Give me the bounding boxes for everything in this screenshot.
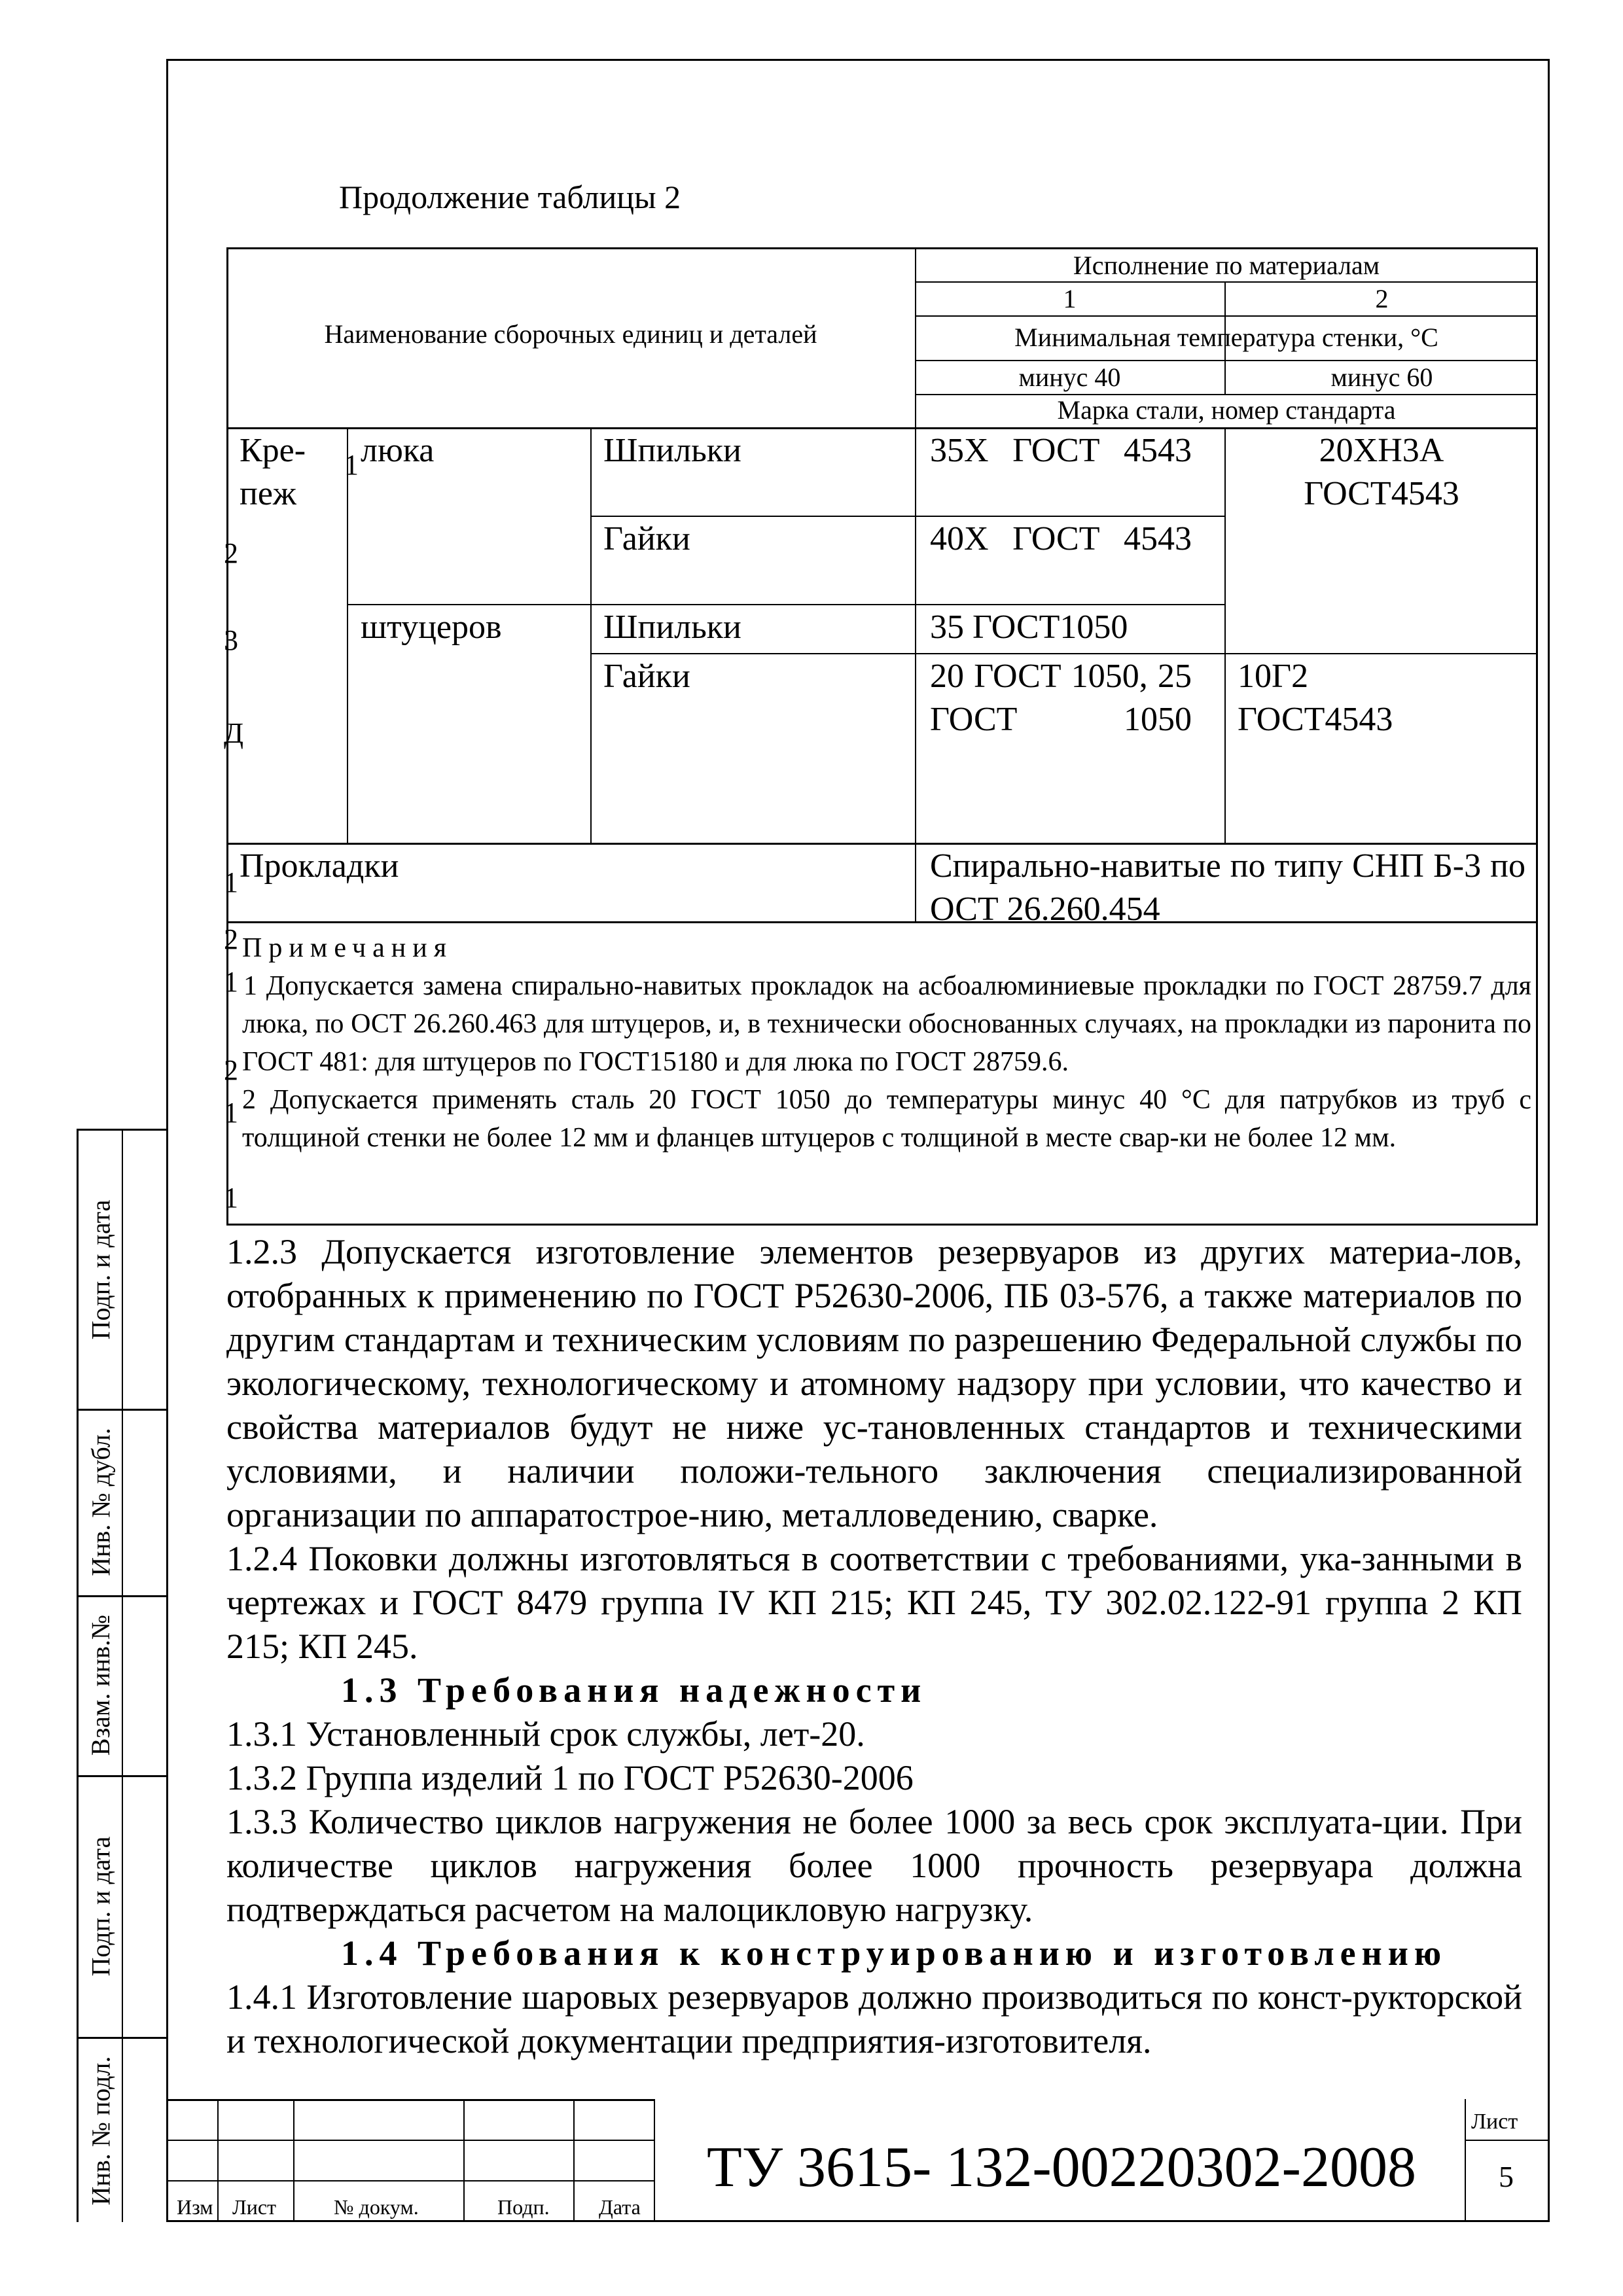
gaskets-value: Спирально-навитые по типу СНП Б-3 по ОСТ 26.260.454 [930, 847, 1525, 928]
fitting-label: штуцеров [361, 609, 502, 646]
stray-mark: 2 [224, 537, 238, 569]
fitting-nuts-col2-value: 10Г2 ГОСТ4543 [1238, 658, 1393, 738]
nuts-label: Гайки [603, 520, 690, 557]
note-2: 2 Допускается применять сталь 20 ГОСТ 1050 до температуры минус 40 °С для патрубков из труб с толщиной стенки не более 12 мм и фланцев штуцеров с толщиной в месте свар-ки не более 12 мм. [242, 1085, 1531, 1153]
para-1-2-3: 1.2.3 Допускается изготовление элементов резервуаров из других материа-лов, отобранных к применению по ГОСТ Р52630-2006, ПБ 03-576, а также материалов по другим стандартам и техническим условиям по разрешению Федеральной службы по экологическому, технологическому и атомному надзору при условии, что качество и свойства материалов будут не ниже ус-тановленных стандартов и техническими условиями, и наличии положи-тельного заключения специализированной организации по аппаратострое-нию, металловедению, сварке. [226, 1232, 1522, 1534]
note-1: 1 Допускается замена спирально-навитых прокладок на асбоалюминиевые прокладки по ГОСТ 28759.7 для люка, по ОСТ 26.260.463 для штуцеров, и, в технически обоснованных случаях, на прокладки из паронита по ГОСТ 481: для штуцеров по ГОСТ15180 и для люка по ГОСТ 28759.6. [242, 971, 1531, 1077]
notes-title: Примечания [242, 933, 454, 963]
sign-date-label-2: Подп. и дата [86, 1836, 116, 1976]
fitting-studs-value: 35 ГОСТ1050 [930, 609, 1128, 646]
para-1-3-3: 1.3.3 Количество циклов нагружения не более 1000 за весь срок эксплуата-ции. При количестве циклов нагружения более 1000 прочность резервуара должна подтверждаться расчетом на малоцикловую нагрузку. [226, 1802, 1522, 1929]
col-date-label: Дата [599, 2195, 641, 2219]
header-name: Наименование сборочных единиц и деталей [324, 319, 817, 349]
para-1-2-4: 1.2.4 Поковки должны изготовляться в соответствии с требованиями, ука-занными в чертежах и ГОСТ 8479 группа IV КП 215; КП 245, ТУ 302.02.122-91 группа 2 КП 215; КП 245. [226, 1539, 1522, 1666]
col-sheet-label: Лист [232, 2195, 277, 2219]
table-notes [242, 929, 1531, 1157]
stray-mark: Д [224, 717, 244, 749]
sign-date-label: Подп. и дата [86, 1199, 116, 1340]
hatch-col2-value: 20ХН3А ГОСТ4543 [1304, 432, 1459, 512]
stray-mark: 2 [224, 1054, 238, 1086]
body-text [226, 1230, 1522, 2063]
table-caption: Продолжение таблицы 2 [339, 179, 681, 215]
hatch-nuts-value: 40Х ГОСТ 4543 [930, 520, 1192, 557]
inv-replace-label: Взам. инв.№ [86, 1614, 116, 1756]
stray-mark: 1 [344, 449, 359, 481]
col-sign-label: Подп. [497, 2195, 550, 2219]
nuts-label: Гайки [603, 658, 690, 695]
minus60: минус 60 [1330, 362, 1433, 392]
sheet-label: Лист [1471, 2110, 1518, 2134]
stray-mark: 1 [224, 866, 238, 898]
col2-number: 2 [1375, 284, 1389, 313]
section-1-3-heading: 1.3 Требования надежности [341, 1670, 927, 1710]
section-1-4-heading: 1.4 Требования к конструированию и изготовлению [341, 1934, 1448, 1973]
inv-dup-label: Инв. № дубл. [86, 1428, 116, 1576]
inv-orig-label: Инв. № подл. [86, 2056, 116, 2205]
stray-mark: 2 [224, 923, 238, 955]
stray-mark: 3 [224, 624, 238, 656]
fitting-nuts-value: 20 ГОСТ 1050, 25 ГОСТ 1050 [930, 658, 1192, 738]
stray-mark: 1 [224, 966, 238, 998]
minus40: минус 40 [1018, 362, 1121, 392]
min-temp-label: Минимальная температура стенки, °С [1014, 323, 1438, 352]
col1-number: 1 [1063, 284, 1077, 313]
gaskets-label: Прокладки [240, 847, 399, 885]
para-1-4-1: 1.4.1 Изготовление шаровых резервуаров должно производиться по конст-рукторской и технологической документации предприятия-изготовителя. [226, 1977, 1522, 2060]
group-label: Кре-пеж [240, 432, 306, 512]
col-doc-label: № докум. [334, 2195, 419, 2219]
stray-mark: 1 [224, 1097, 238, 1129]
hatch-studs-value: 35Х ГОСТ 4543 [930, 432, 1192, 469]
sheet-number: 5 [1499, 2160, 1514, 2193]
para-1-3-2: 1.3.2 Группа изделий 1 по ГОСТ Р52630-2006 [226, 1758, 914, 1797]
studs-label: Шпильки [603, 609, 741, 646]
side-stamp-strip [77, 1129, 166, 2222]
strip-divider [122, 1131, 123, 2222]
col-change-label: Изм [177, 2195, 213, 2219]
stray-mark: 1 [224, 1182, 238, 1214]
hatch-label: люка [361, 432, 435, 469]
header-exec: Исполнение по материалам [1073, 251, 1380, 280]
document-code: ТУ 3615- 132-00220302-2008 [707, 2136, 1416, 2199]
para-1-3-1: 1.3.1 Установленный срок службы, лет-20. [226, 1714, 865, 1754]
steel-grade-label: Марка стали, номер стандарта [1057, 395, 1396, 425]
studs-label: Шпильки [603, 432, 741, 469]
